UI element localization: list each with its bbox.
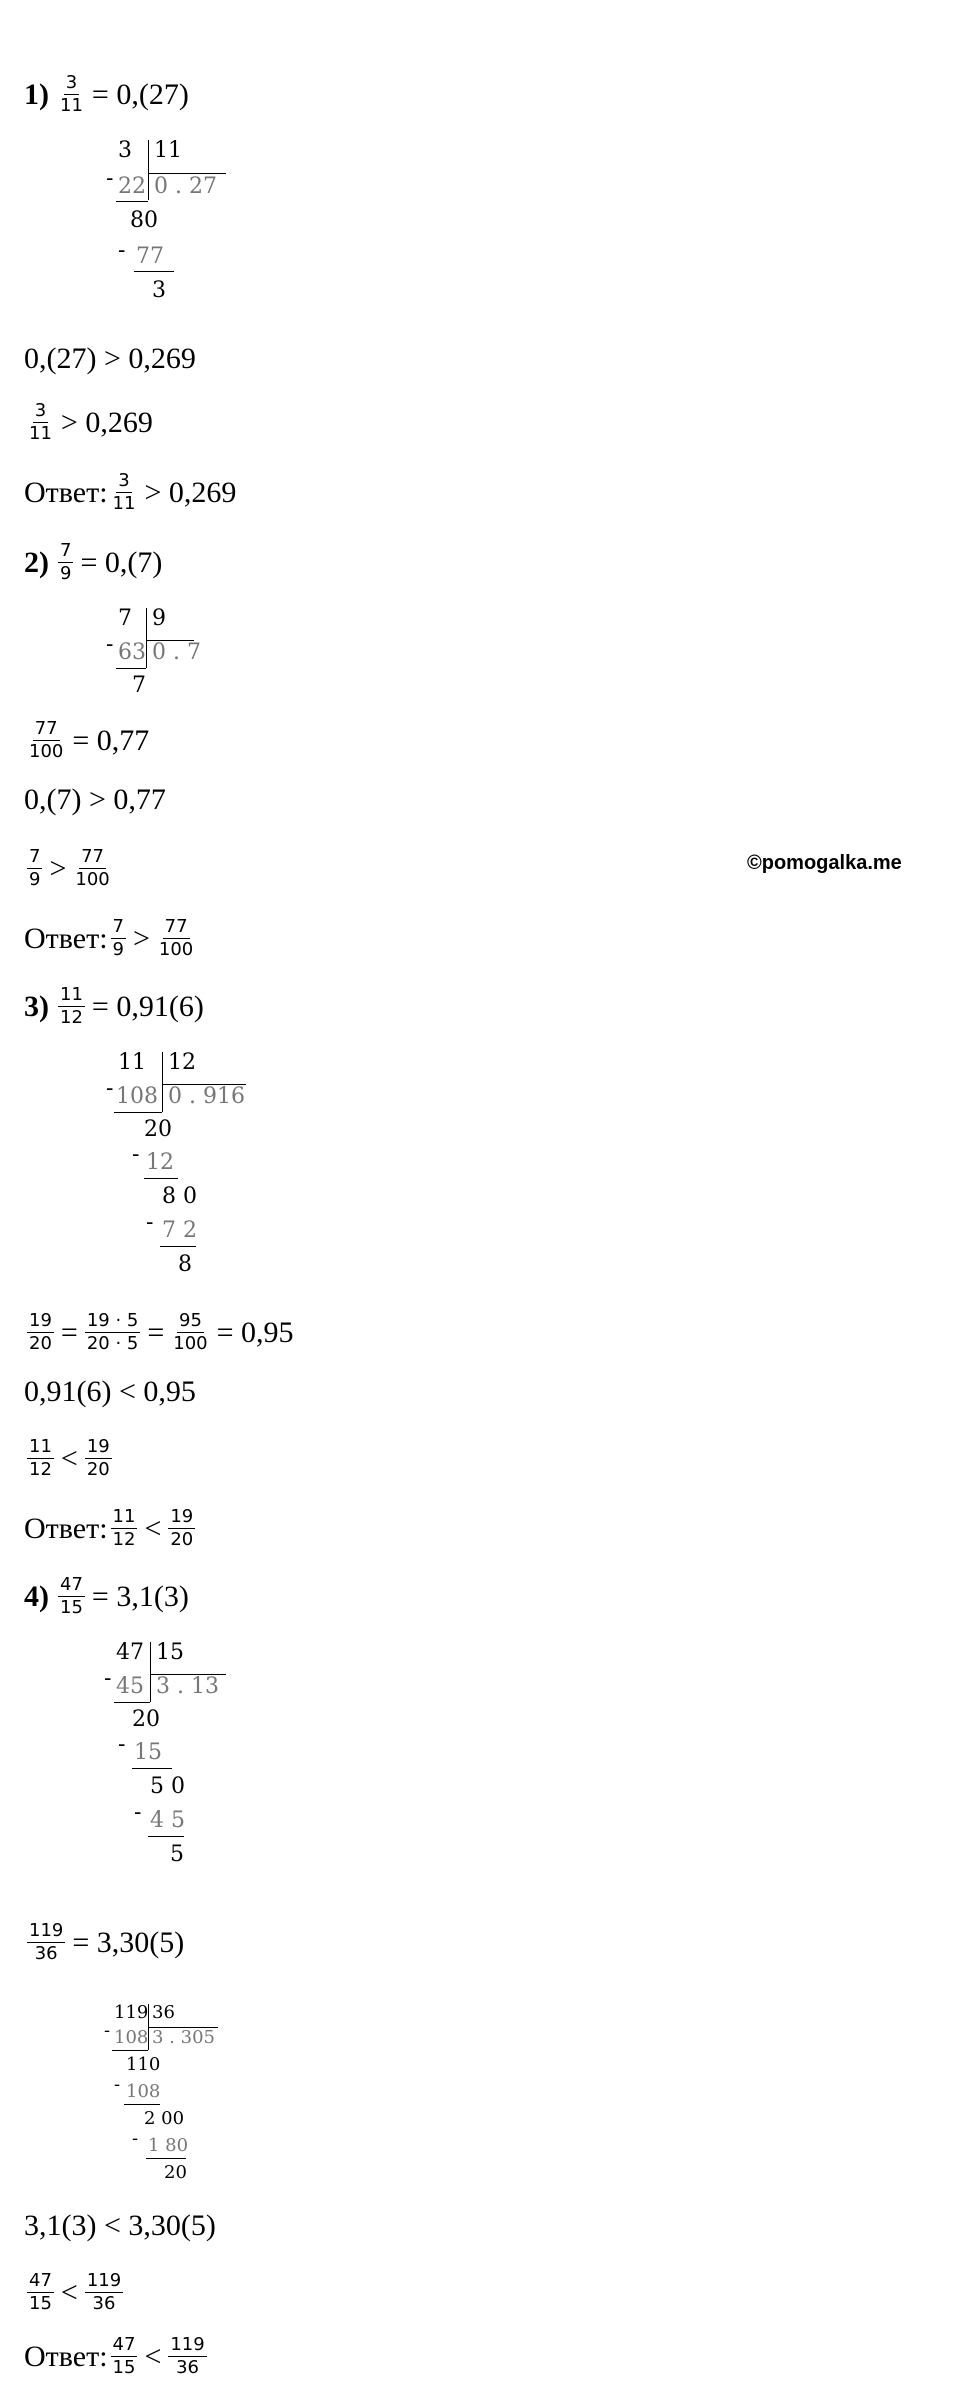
remainder: 80	[130, 208, 158, 233]
minus-sign: -	[134, 1800, 142, 1825]
p2-conversion: $\frac{77}{100}$ = 0,77	[29, 718, 150, 762]
watermark: ©pomogalka.me	[747, 852, 902, 874]
remainder: 2 00	[144, 2108, 185, 2129]
long-division-1	[104, 138, 234, 313]
fraction: $\frac{95}{100}$	[173, 1310, 208, 1354]
fraction: $\frac{47}{15}$	[29, 2270, 52, 2314]
divisor: 15	[156, 1640, 184, 1665]
fraction: $\frac{3}{11}$	[112, 470, 136, 514]
p3-heading	[24, 984, 208, 1029]
problem-number: 2)	[24, 545, 49, 579]
subtrahend: 15	[134, 1740, 162, 1765]
subtrahend: 77	[136, 244, 164, 269]
minus-sign: -	[132, 2128, 139, 2149]
p1-answer: Ответ: $\frac{3}{11}$ > 0,269	[24, 470, 237, 514]
problem-number: 3)	[24, 989, 49, 1023]
divisor: 12	[168, 1050, 196, 1075]
equation-result: = 0,91(6)	[91, 989, 204, 1023]
dividend: 47	[116, 1640, 144, 1665]
problem-number: 4)	[24, 1579, 49, 1613]
fraction: $\frac{77}{100}$	[29, 718, 64, 762]
dividend: 3	[118, 138, 132, 163]
minus-sign: -	[104, 2020, 111, 2041]
remainder: 110	[126, 2054, 161, 2075]
p2-compare-decimal: 0,(7) > 0,77	[24, 783, 166, 816]
fraction: $\frac{3}{11}$	[29, 400, 52, 444]
p3-conversion: $\frac{19}{20}$ = $\frac{19 \cdot 5}{20 \cdot 5}$ = $\frac{95}{100}$ = 0,95	[29, 1310, 294, 1354]
subtrahend: 4 5	[150, 1808, 185, 1833]
remainder: 3	[152, 278, 166, 303]
p2-compare-fraction: $\frac{7}{9}$ > $\frac{77}{100}$	[29, 846, 110, 890]
problem-number: 1)	[24, 77, 49, 111]
fraction: $\frac{119}{36}$	[29, 1920, 64, 1964]
long-division-3	[104, 1050, 264, 1290]
answer-label: Ответ:	[24, 1511, 108, 1545]
subtrahend: 108	[126, 2081, 161, 2102]
quotient: 0 . 7	[152, 640, 201, 665]
remainder: 20	[132, 1707, 160, 1732]
subtrahend: 108	[116, 1084, 158, 1109]
minus-sign: -	[114, 2074, 121, 2095]
divisor: 36	[152, 2002, 175, 2023]
subtrahend: 7 2	[162, 1218, 197, 1243]
minus-sign: -	[118, 238, 126, 263]
quotient: 3 . 305	[152, 2027, 215, 2048]
p2-answer: Ответ: $\frac{7}{9}$ > $\frac{77}{100}$	[24, 916, 194, 960]
fraction: $\frac{11}{12}$	[112, 1506, 136, 1550]
remainder: 20	[164, 2162, 187, 2183]
fraction: $\frac{19 \cdot 5}{20 \cdot 5}$	[86, 1310, 139, 1354]
equation-result: = 0,(7)	[80, 545, 163, 579]
minus-sign: -	[106, 166, 114, 191]
fraction: $\frac{19}{20}$	[170, 1506, 194, 1550]
remainder: 20	[144, 1117, 172, 1142]
p3-compare-fraction: $\frac{11}{12}$ < $\frac{19}{20}$	[29, 1436, 110, 1480]
minus-sign: -	[132, 1142, 140, 1167]
p3-compare-decimal: 0,91(6) < 0,95	[24, 1375, 196, 1408]
divisor: 11	[154, 138, 182, 163]
remainder: 8	[178, 1252, 192, 1277]
quotient: 0 . 916	[168, 1084, 245, 1109]
subtrahend: 63	[118, 640, 146, 665]
subtrahend: 45	[116, 1674, 144, 1699]
p4-heading	[24, 1574, 193, 1619]
quotient: 0 . 27	[154, 174, 217, 199]
remainder: 7	[132, 673, 146, 698]
p4-answer: Ответ: $\frac{47}{15}$ < $\frac{119}{36}$	[24, 2334, 205, 2378]
p1-heading	[24, 72, 193, 117]
p2-heading	[24, 540, 166, 585]
minus-sign: -	[106, 1076, 114, 1101]
subtrahend: 22	[118, 174, 146, 199]
minus-sign: -	[106, 632, 114, 657]
divisor: 9	[152, 606, 166, 631]
fraction: $\frac{77}{100}$	[75, 846, 110, 890]
dividend: 7	[118, 606, 132, 631]
p1-compare-fraction: $\frac{3}{11}$ > 0,269	[29, 400, 153, 444]
subtrahend: 1 80	[148, 2135, 189, 2156]
answer-label: Ответ:	[24, 921, 108, 955]
p1-compare-decimal: 0,(27) > 0,269	[24, 342, 196, 375]
fraction: $\frac{47}{15}$	[60, 1574, 83, 1618]
answer-label: Ответ:	[24, 2339, 108, 2373]
fraction: $\frac{11}{12}$	[60, 984, 83, 1028]
fraction: $\frac{19}{20}$	[29, 1310, 52, 1354]
p4-compare-decimal: 3,1(3) < 3,30(5)	[24, 2209, 216, 2242]
fraction: $\frac{77}{100}$	[158, 916, 194, 960]
dividend: 119	[114, 2002, 149, 2023]
fraction: $\frac{7}{9}$	[112, 916, 124, 960]
p3-answer: Ответ: $\frac{11}{12}$ < $\frac{19}{20}$	[24, 1506, 194, 1550]
fraction: $\frac{119}{36}$	[86, 2270, 122, 2314]
minus-sign: -	[118, 1732, 126, 1757]
fraction: $\frac{7}{9}$	[60, 540, 72, 584]
subtrahend: 12	[146, 1150, 174, 1175]
fraction: $\frac{3}{11}$	[60, 72, 83, 116]
long-division-2	[104, 606, 204, 706]
long-division-4	[104, 1640, 244, 1880]
answer-label: Ответ:	[24, 475, 108, 509]
fraction: $\frac{119}{36}$	[170, 2334, 205, 2378]
remainder: 5 0	[150, 1774, 185, 1799]
long-division-5	[104, 2002, 234, 2192]
minus-sign: -	[104, 1666, 112, 1691]
fraction: $\frac{7}{9}$	[29, 846, 41, 890]
dividend: 11	[118, 1050, 146, 1075]
fraction: $\frac{19}{20}$	[86, 1436, 110, 1480]
p4-compare-fraction: $\frac{47}{15}$ < $\frac{119}{36}$	[29, 2270, 122, 2314]
quotient: 3 . 13	[156, 1674, 219, 1699]
equation-result: = 3,1(3)	[91, 1579, 189, 1613]
equation-result: = 0,(27)	[91, 77, 189, 111]
fraction: $\frac{47}{15}$	[112, 2334, 136, 2378]
minus-sign: -	[146, 1210, 154, 1235]
remainder: 8 0	[162, 1184, 197, 1209]
remainder: 5	[170, 1842, 184, 1867]
fraction: $\frac{11}{12}$	[29, 1436, 52, 1480]
p4-conversion: $\frac{119}{36}$ = 3,30(5)	[29, 1920, 185, 1964]
subtrahend: 108	[114, 2027, 149, 2048]
